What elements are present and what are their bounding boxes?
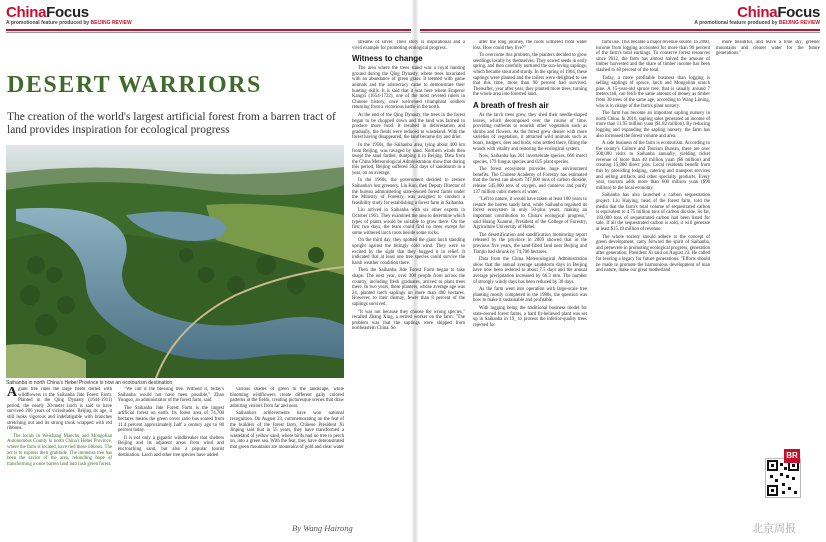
watermark-text: 北京周报: [752, 522, 796, 535]
paragraph: more beautiful, and leave a blue sky, greener mountains and clearer water for the future generations.": [716, 40, 820, 57]
brand-china: China: [737, 4, 778, 21]
qr-code[interactable]: [765, 458, 801, 498]
paragraph: With logging being the traditional business model for state-owned forest farms, a hard fir-believed plant was set up in Saihanba in 19_ to process the inferior-quality trees rejected for: [473, 305, 587, 328]
paragraph: It is not only a gigantic windbreaker that shelters Beijing and its adjacent areas from wind and encroaching sand, but also a popular tourist destination. Larch and other tree species have added: [118, 435, 224, 458]
article-column-5: [473, 40, 587, 538]
tagline-text: A promotional feature produced by: [694, 20, 778, 26]
brand-focus: Focus: [777, 4, 820, 21]
paragraph: Now, Saihanba has 261 invertebrate species, 660 insect species, 179 fungus species and 625 plant species.: [473, 154, 587, 165]
paragraph: To overcome this problem, the planters decided to grow seedlings locally by themselves. They sowed seeds in early spring, and then carefully nurtured the sun-loving saplings, which became stout and sturdy. In the spring of 1964, these saplings were planted and the toilers were delighted to see that this time, more than 90 percent had survived. Thereafter, year after year, they planted more trees, turning the whole area into forested land.: [473, 53, 587, 98]
paragraph: Saihanba's achievements have won national recognition. On August 23, commemorating on the feat of the builders of the forest farm, Chinese President Xi Jinping said that in 55 years, they have transformed a wasteland of yellow sand, where birds had no tree to perch on, into a green sea. With the feat, they have demonstrated that green mountains are mountains of gold and clear water: [230, 411, 344, 450]
paragraph: The desertification and sandification monitoring report released by the province in 2009 showed that in the previous five years, the sand-filled land near Beijing and Tianjin had shrunk by 74,700 hectares.: [473, 232, 587, 255]
paragraph: As the larch trees grew, they shed their needle-shaped leaves, which decomposed over the course of time, providing nutrients to nourish other vegetation such as shrubs and flowers. As the forest grew denser with more varieties of vegetation, it attracted wild animals such as boars, badgers, deer and birds, who settled there, filling the woods with vitality and restoring the ecological system.: [473, 112, 587, 152]
china-focus-logo-left: [6, 4, 132, 26]
article-column-6: [596, 40, 710, 538]
paragraph: The locals in Weichang Manchu and Mongolian Autonomous County in north China's Hebei Province, where the farm is located, have tied these ribbons. The act is to express their gratitude. The immense tree has been the savior of the area, rekindling hope of transforming a once barren land into lush green forest.: [7, 433, 112, 467]
header-rule-right: [420, 29, 820, 31]
paragraph: The forest ecosystem provides huge environment benefits. The Chinese Academy of Forestry has estimated that the forest can absorb 747,000 tons of carbon dioxide, release 545,000 tons of oxygen, and conserve and purify 137 million cubic meters of water.: [473, 167, 587, 195]
paragraph: "We call it the blessing tree. Without it, today's Saihanba would not have been possible," Zhao Yunguo, an administrator of the forest farm, said.: [118, 387, 224, 404]
paragraph: The farm has become an important sapling nursery in north China. In 2016, sapling sales generated an income of more than 11.95 million yuan ($1.82 million). By reducing logging and expanding the sapling nursery, the farm has also increased the forest volume and area.: [596, 111, 710, 139]
paragraph: streams of silver. Their story is inspirational and a vivid example for promoting ecological progress.: [352, 40, 465, 51]
subheading-breath-of-fresh-air: A breath of fresh air: [473, 100, 549, 110]
tagline-text: A promotional feature produced by: [6, 20, 90, 26]
paragraph: In the 1950s, the Saihanba area, lying about 400 km from Beijing, was ravaged by sand. Northern winds then swept the sand farther, dumping it in Beijing. Data from the China Meteorological Administration show that during this period, Beijing suffered 56.2 days of sandstorm in a year, on an average.: [352, 142, 465, 176]
article-column-3: [230, 387, 344, 537]
qr-pattern: [766, 459, 800, 497]
paragraph: various shades of green to the landscape, while blooming wildflowers create different gaily colored patterns in the fields, creating picturesque scenes that draw admiring visitors from far and near.: [230, 387, 344, 409]
byline: By Wang Hairong: [292, 523, 353, 533]
paragraph: after the long journey, the roots withered from water loss. How could they live?": [473, 40, 587, 51]
article-column-4: [352, 40, 465, 538]
paragraph: As the farm went into operation with large-scale tree planting mostly completed in the 1980s, the question was how to make it sustainable and profitable.: [473, 287, 587, 304]
paragraph: A side business of the farm is ecotourism. According to the county's Culture and Tourism Bureau, there are over 500,000 visits to Saihanba annually, yielding ticket revenue of more than 40 million yuan ($6 million) and creating 15,000 direct jobs. Local residents benefit from this by providing lodging, catering and transport services and selling artifacts and other specialty products. Every year, tourism adds more than 600 million yuan ($90 million) to the local economy.: [596, 141, 710, 191]
brand-china: China: [6, 4, 47, 21]
paragraph: farm use. This became a major revenue source. In 2000, income from logging accounted for more than 90 percent of the farm's total earnings. To conserve forest resources since 2012, the farm has almost halved the amount of timber harvested and the share of timber income has been slashed to 40 percent of the total.: [596, 40, 710, 73]
article-column-2: [118, 387, 224, 537]
paragraph: Today, a more profitable business than logging is selling saplings of spruce, larch and Mongolian scotch pine. A 15-year-old spruce tree, that is usually around 7 meters tall, can fetch the same amount of money as timber from 30 trees of the same age, according to Wang Liming, who is in charge of the farm's plant nursery.: [596, 75, 710, 109]
article-column-1: [7, 387, 112, 537]
paragraph: Saihanba has also launched a carbon sequestration project. Liu Haiying, head of the forest farm, told the media that the farm's total volume of sequestrated carbon is equivalent to 4.75 million tons of carbon dioxide. So far, 183,000 tons of sequestrated carbon had been listed for sale. If all the sequestrated carbon is sold, it will generate at least $15.19 million of revenue.: [596, 193, 710, 232]
paragraph: In the 1960s, the government decided to restore Saihanba's lost greenery. Liu Kun, then Deputy Director of the bureau administering state-owned forest farms under the Ministry of Forestry, was assigned to conduct a feasibility study for establishing a forest farm in Saihanba.: [352, 178, 465, 206]
paragraph: The Saihanba Jide Forest Farm is the largest artificial forest on earth. Its forest area of 74,700 hectares means the green cover ratio has soared from 11.4 percent approximately half a century ago to 80 percent today.: [118, 405, 224, 434]
paragraph: On the third day, they spotted the giant larch standing upright against the bitingly cold wind. They were so excited by the sight that they hugged it in relief. It indicated that at least one tree species could survive the harsh weather condition there.: [352, 238, 465, 266]
header-subrule-left: [6, 32, 411, 33]
dropcap: A: [7, 387, 18, 400]
paragraph: Then the Saihanba Jide Forest Farm began to take shape. The next year, over 300 people from across the country, including fresh graduates, arrived to plant trees there. In two years, these planters, whose average age was 24, planted larch saplings on more than 400 hectares. However, to their dismay, fewer than 8 percent of the saplings survived.: [352, 268, 465, 307]
paragraph-text: giant tree rules the large fields dotted with wildflowers in the Saihanba Jide Forest Farm. Planted in the Qing Dynasty (1644-1911) period, the nearly 20-meter larch is said to have survived 200 years of vicissitudes. Beijing its age, it still looks vigorous and indefatigable with branches stretching out and its strong trunk wrapped with red ribbons.: [7, 387, 112, 432]
photo-caption: Saihanba in north China's Hebei Province is now an ecotourism destination: [6, 380, 173, 386]
tagline-publisher: BEIJING REVIEW: [90, 20, 132, 26]
header-subrule-right: [420, 32, 820, 33]
paragraph: Liu arrived in Saihanba with six other experts in October 1961. They examined the area to determine which types of plants would be suitable to grow there. On the first two days, the team could find no trees except for some withered larch roots beside some rocks.: [352, 208, 465, 236]
qr-badge: BR: [784, 449, 800, 463]
header-rule-left: [6, 29, 411, 31]
forest-lake-illustration: [6, 145, 344, 378]
paragraph: The area where the trees stand was a royal hunting ground during the Qing Dynasty, where trees luxuriated with an abundance of green grass. It teemed with game animals and the aristocracy came to demonstrate their hunting skills. It is said that it was here where Emperor Kangxi (1654-1722), one of the most revered rulers in Chinese history, once welcomed triumphant soldiers returning from a victorious battle in the north.: [352, 66, 465, 111]
subheading-witness-to-change: Witness to change: [352, 54, 423, 64]
paragraph: Data from the China Meteorological Administration show that the annual average sandstorm days in Beijing have now been reduced to about 7.5 days and the annual average precipitation increased by 66.3 mm. The number of strongly windy days has been reduced by 30 days.: [473, 257, 587, 285]
paragraph: The whole society should adhere to the concept of green development, carry forward the spirit of Saihanba, and persevere in promoting ecological progress, generation after generation, President Xi said on August 23. He called for leaving a legacy for future generations. "Efforts should be made to promote the harmonious development of man and nature, make our great motherland: [596, 234, 710, 274]
lead-paragraph: [7, 387, 112, 432]
paragraph: At the end of the Qing Dynasty, the trees in the forest began to be chopped down and the land was farmed to produce more food. It resulted in deforestation and gradually, the fields were reduced to wasteland. With the forest having disappeared, the land became dry and drier.: [352, 112, 465, 141]
tagline-publisher: BEIJING REVIEW: [778, 20, 820, 26]
forest-lake-photo: [6, 145, 344, 378]
paragraph: "It was not because they choose the wrong species," recalled Zhang Xing, a retired worker on the farm. "The problem was that the saplings were shipped from northeastern China. So: [352, 309, 465, 332]
china-focus-logo-right: [694, 4, 820, 26]
article-deck: The creation of the world's largest artificial forest from a barren tract of land provides inspiration for ecological progress: [7, 111, 336, 136]
article-headline: DESERT WARRIORS: [7, 72, 262, 98]
paragraph: "Left to nature, it would have taken at least 100 years to restore the barren sandy land, while Saihanba regained its forest ecosystem in only 50-plus years, making an important contribution to China's ecological progress," said Huang Xuanrui, President of the College of Forestry, Agriculture University of Hebei.: [473, 197, 587, 231]
brand-focus: Focus: [46, 4, 89, 21]
